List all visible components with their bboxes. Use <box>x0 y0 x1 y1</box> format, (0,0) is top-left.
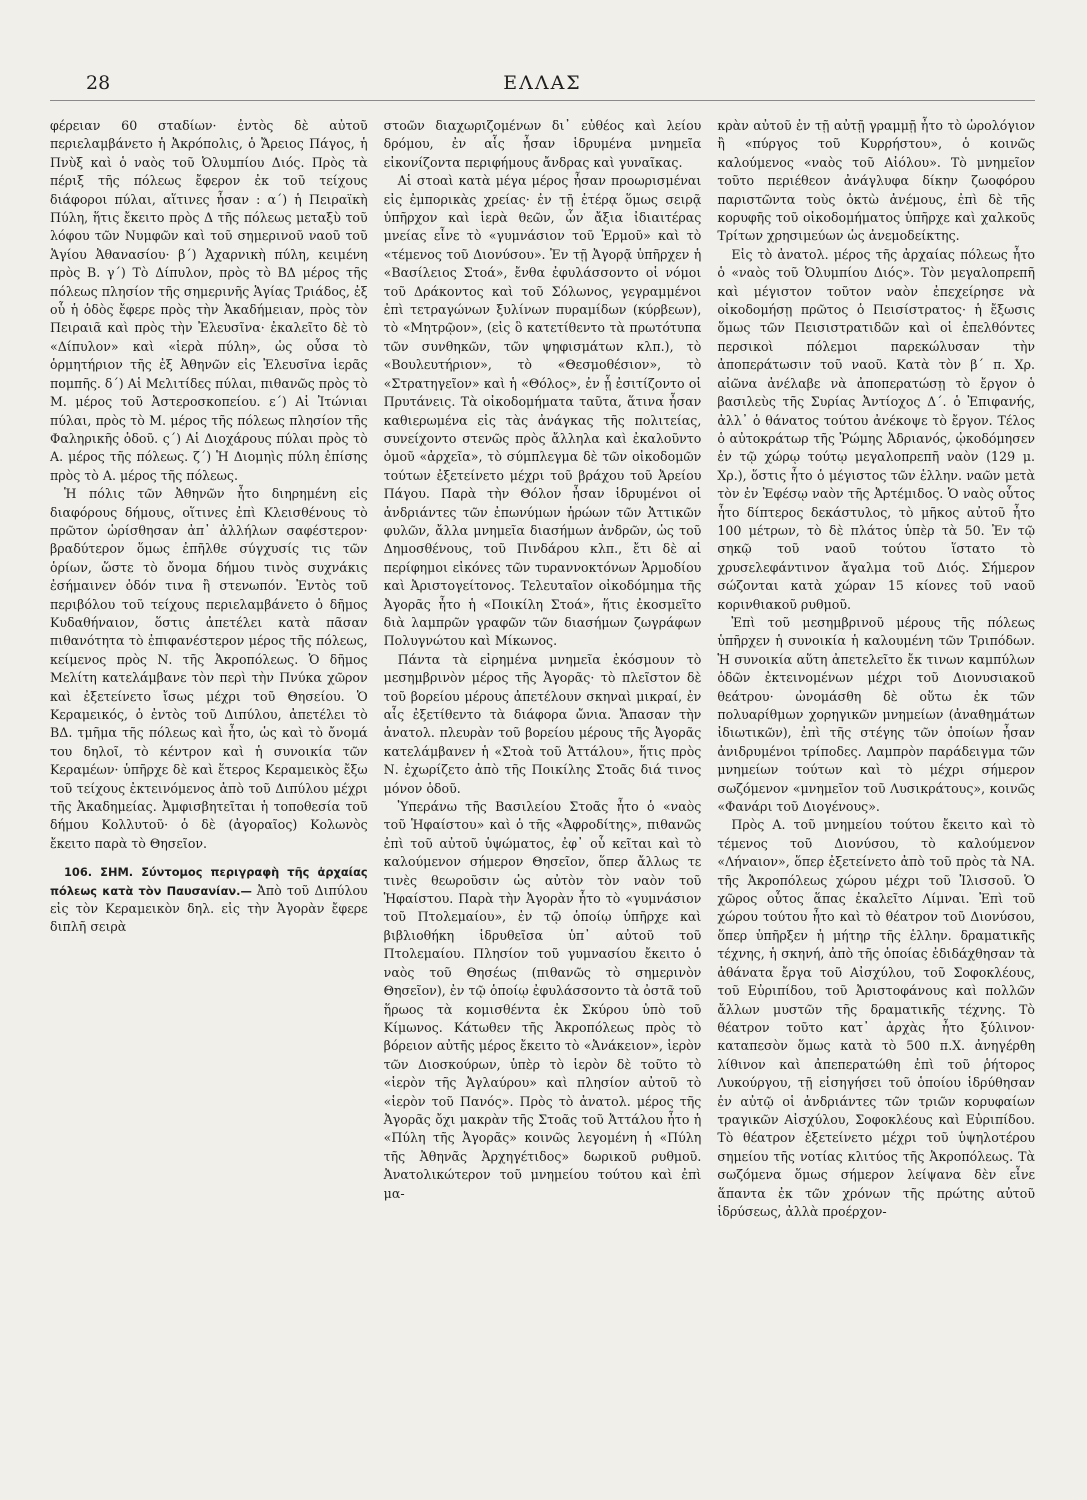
page-number: 28 <box>86 72 111 94</box>
paragraph: Ἡ πόλις τῶν Ἀθηνῶν ἦτο διηρημένη εἰς διαφόρους δήμους, οἵτινες ἐπὶ Κλεισθένους τὸ πρῶτον ὡρίσθησαν ἀπ᾽ ἀλλήλων σαφέστερον· βραδύτερον ὅμως ἐπῆλθε σύγχυσίς τις τῶν ὁρίων, ὥστε τὸ ὄνομα δήμου τινὸς συχνάκις ἐσήμαινεν ὁδόν τινα ἢ στενωπόν. Ἐντὸς τοῦ περιβόλου τοῦ τείχους περιελαμβάνετο ὁ δῆμος Κυδαθήναιον, ὅστις ἀπετέλει κατὰ πᾶσαν πιθανότητα τὸ ἐπιφανέστερον μέρος τῆς πόλεως, κείμενος πρὸς Ν. τῆς Ἀκροπόλεως. Ὁ δῆμος Μελίτη κατελάμβανε τὸν περὶ τὴν Πνύκα χῶρον καὶ ἐξετείνετο ἴσως μέχρι τοῦ Θησείου. Ὁ Κεραμεικός, ὁ ἐντὸς τοῦ Διπύλου, ἀπετέλει τὸ ΒΔ. τμῆμα τῆς πόλεως καὶ ἦτο, ὡς καὶ τὸ ὄνομά του δηλοῖ, τὸ κέντρον καὶ ἡ συνοικία τῶν Κεραμέων· ὑπῆρχε δὲ καὶ ἕτερος Κεραμεικὸς ἔξω τοῦ τείχους ἐκτεινόμενος ἀπὸ τοῦ Διπύλου μέχρι τῆς Ἀκαδημείας. Ἀμφισβητεῖται ἡ τοποθεσία τοῦ δήμου Κολλυτοῦ· ὁ δὲ (ἀγοραῖος) Κολωνὸς ἔκειτο παρὰ τὸ Θησεῖον. <box>50 486 368 851</box>
paragraph: φέρειαν 60 σταδίων· ἐντὸς δὲ αὐτοῦ περιελαμβάνετο ἡ Ἀκρόπολις, ὁ Ἄρειος Πάγος, ἡ Πνὺξ καὶ ὁ ναὸς τοῦ Ὀλυμπίου Διός. Πρὸς τὰ πέριξ τῆς πόλεως ἔφερον ἐκ τοῦ τείχους διάφοροι πύλαι, αἵτινες ἦσαν : α΄) ἡ Πειραϊκὴ Πύλη, ἥτις ἔκειτο πρὸς Δ τῆς πόλεως μεταξὺ τοῦ λόφου τῶν Νυμφῶν καὶ τοῦ σημερινοῦ ναοῦ τοῦ Ἁγίου Ἀθανασίου· β΄) Ἀχαρνικὴ πύλη, κειμένη πρὸς Β. γ΄) Τὸ Δίπυλον, πρὸς τὸ ΒΔ μέρος τῆς πόλεως πλησίον τῆς σημερινῆς Ἁγίας Τριάδος, ἐξ οὗ ἡ ὁδὸς ἔφερε πρὸς τὴν Ἀκαδήμειαν, πρὸς τὸν Πειραιᾶ καὶ πρὸς τὴν Ἐλευσῖνα· ἐκαλεῖτο δὲ τὸ «Δίπυλον» καὶ «ἱερὰ πύλη», ὡς οὖσα τὸ ὁρμητήριον τῆς ἐξ Ἀθηνῶν εἰς Ἐλευσῖνα ἱερᾶς πομπῆς. δ΄) Αἱ Μελιτίδες πύλαι, πιθανῶς πρὸς τὸ Μ. μέρος τοῦ Ἀστεροσκοπείου. ε΄) Αἱ Ἰτώνιαι πύλαι, πρὸς τὸ Μ. μέρος τῆς πόλεως πλησίον τῆς Φαληρικῆς ὁδοῦ. ς΄) Αἱ Διοχάρους πύλαι πρὸς τὸ Α. μέρος τῆς πόλεως. ζ΄) Ἡ Διομηὶς πύλη ἐπίσης πρὸς τὸ Α. μέρος τῆς πόλεως. <box>50 118 368 483</box>
paragraph: Πρὸς Α. τοῦ μνημείου τούτου ἔκειτο καὶ τὸ τέμενος τοῦ Διονύσου, τὸ καλούμενον «Λήναιον», ὅπερ ἐξετείνετο ἀπὸ τοῦ πρὸς τὰ ΝΑ. τῆς Ἀκροπόλεως χώρου μέχρι τοῦ Ἰλισσοῦ. Ὁ χῶρος οὗτος ἅπας ἐκαλεῖτο Λίμναι. Ἐπὶ τοῦ χώρου τούτου ἦτο καὶ τὸ θέατρον τοῦ Διονύσου, ὅπερ ὑπῆρξεν ἡ μήτηρ τῆς ἑλλην. δραματικῆς τέχνης, ἡ σκηνή, ἀπὸ τῆς ὁποίας ἐδιδάχθησαν τὰ ἀθάνατα ἔργα τοῦ Αἰσχύλου, τοῦ Σοφοκλέους, τοῦ Εὐριπίδου, τοῦ Ἀριστοφάνους καὶ πολλῶν ἄλλων μυστῶν τῆς δραματικῆς τέχνης. Τὸ θέατρον τοῦτο κατ᾽ ἀρχὰς ἦτο ξύλινον· καταπεσὸν ὅμως κατὰ τὸ 500 π.Χ. ἀνηγέρθη λίθινον καὶ ἀπεπερατώθη ἐπὶ τοῦ ῥήτορος Λυκούργου, τῇ εἰσηγήσει τοῦ ὁποίου ἱδρύθησαν ἐν αὐτῷ οἱ ἀνδριάντες τῶν τριῶν κορυφαίων τραγικῶν Αἰσχύλου, Σοφοκλέους καὶ Εὐριπίδου. Τὸ θέατρον ἐξετείνετο μέχρι τοῦ ὑψηλοτέρου σημείου τῆς νοτίας κλιτύος τῆς Ἀκροπόλεως. Τὰ σωζόμενα ὅμως σήμερον λείψανα δὲν εἶνε ἅπαντα ἐκ τῶν χρόνων τῆς πρώτης αὐτοῦ ἱδρύσεως, ἀλλὰ προέρχον- <box>717 817 1036 1219</box>
paragraph: Αἱ στοαὶ κατὰ μέγα μέρος ἦσαν προωρισμέναι εἰς ἐμπορικὰς χρείας· ἐν τῇ ἑτέρᾳ ὅμως σειρᾷ ὑπῆρχον καὶ ἱερὰ θεῶν, ὧν ἄξια ἰδιαιτέρας μνείας εἶνε τὸ «γυμνάσιον τοῦ Ἑρμοῦ» καὶ τὸ «τέμενος τοῦ Διονύσου». Ἐν τῇ Ἀγορᾷ ὑπῆρχεν ἡ «Βασίλειος Στοά», ἔνθα ἐφυλάσσοντο οἱ νόμοι τοῦ Δράκοντος καὶ τοῦ Σόλωνος, γεγραμμένοι ἐπὶ τετραγώνων ξυλίνων πυραμίδων (κύρβεων), τὸ «Μητρῷον», (εἰς ὃ κατετίθεντο τὰ πρωτότυπα τῶν συνθηκῶν, τῶν ψηφισμάτων κλπ.), τὸ «Βουλευτήριον», τὸ «Θεσμοθέσιον», τὸ «Στρατηγεῖον» καὶ ἡ «Θόλος», ἐν ᾗ ἐσιτίζοντο οἱ Πρυτάνεις. Τὰ οἰκοδομήματα ταῦτα, ἅτινα ἦσαν καθιερωμένα εἰς τὰς ἀνάγκας τῆς πολιτείας, συνείχοντο στενῶς πρὸς ἄλληλα καὶ ἐκαλοῦντο ὁμοῦ «ἀρχεῖα», τὸ σύμπλεγμα δὲ τῶν οἰκοδομῶν τούτων ἐξετείνετο μέχρι τοῦ βράχου τοῦ Ἀρείου Πάγου. Παρὰ τὴν Θόλον ἦσαν ἱδρυμένοι οἱ ἀνδριάντες τῶν ἐπωνύμων ἡρώων τῶν Ἀττικῶν φυλῶν, ἄλλα μνημεῖα διασήμων ἀνδρῶν, ὡς τοῦ Δημοσθένους, τοῦ Πινδάρου κλπ., ἔτι δὲ αἱ περίφημοι εἰκόνες τῶν τυραννοκτόνων Ἁρμοδίου καὶ Ἀριστογείτονος. Τελευταῖον οἰκοδόμημα τῆς Ἀγορᾶς ἦτο ἡ «Ποικίλη Στοά», ἥτις ἐκοσμεῖτο διὰ λαμπρῶν γραφῶν τῶν διασήμων ζωγράφων Πολυγνώτου καὶ Μίκωνος. <box>383 173 702 649</box>
section-heading: 106. ΣΗΜ. Σύντομος περιγραφὴ τῆς ἀρχαίας πόλεως κατὰ τὸν Παυσανίαν.— <box>50 865 368 898</box>
running-title: ΕΛΛΑΣ <box>503 72 582 94</box>
paragraph: στοῶν διαχωριζομένων δι᾽ εὐθέος καὶ λείου δρόμου, ἐν αἷς ἦσαν ἱδρυμένα μνημεῖα εἰκονίζοντα περιφήμους ἄνδρας καὶ γυναῖκας. <box>383 118 702 170</box>
column-1 <box>50 117 368 1221</box>
column-2 <box>384 117 702 1221</box>
column-3 <box>717 117 1035 1221</box>
section-note <box>50 863 368 937</box>
document-page <box>50 70 1035 1470</box>
paragraph: κρὰν αὐτοῦ ἐν τῇ αὐτῇ γραμμῇ ἦτο τὸ ὡρολόγιον ἢ «πύργος τοῦ Κυρρήστου», ὁ κοινῶς καλούμενος «ναὸς τοῦ Αἰόλου». Τὸ μνημεῖον τοῦτο περιέθεον ἀνάγλυφα δίκην ζωοφόρου παριστῶντα τοὺς ὀκτὼ ἀνέμους, ἐπὶ δὲ τῆς κορυφῆς τοῦ οἰκοδομήματος ὑπῆρχε καὶ χαλκοῦς Τρίτων χρησιμεύων ὡς ἀνεμοδείκτης. <box>717 118 1036 244</box>
paragraph: Εἰς τὸ ἀνατολ. μέρος τῆς ἀρχαίας πόλεως ἦτο ὁ «ναὸς τοῦ Ὀλυμπίου Διός». Τὸν μεγαλοπρεπῆ καὶ μέγιστον τοῦτον ναὸν ἐπεχείρησε νὰ οἰκοδομήσῃ πρῶτος ὁ Πεισίστρατος· ἡ ἔξωσις ὅμως τῶν Πεισιστρατιδῶν καὶ οἱ ἐπελθόντες περσικοὶ πόλεμοι παρεκώλυσαν τὴν ἀποπεράτωσιν τοῦ ναοῦ. Κατὰ τὸν β΄ π. Χρ. αἰῶνα ἀνέλαβε νὰ ἀποπερατώσῃ τὸ ἔργον ὁ βασιλεὺς τῆς Συρίας Ἀντίοχος Δ΄. ὁ Ἐπιφανής, ἀλλ᾽ ὁ θάνατος τούτου ἀνέκοψε τὸ ἔργον. Τέλος ὁ αὐτοκράτωρ τῆς Ῥώμης Ἀδριανός, ᾠκοδόμησεν ἐν τῷ χώρῳ τούτῳ μεγαλοπρεπῆ ναὸν (129 μ. Χρ.), ὅστις ἦτο ὁ μέγιστος τῶν ἑλλην. ναῶν μετὰ τὸν ἐν Ἐφέσῳ ναὸν τῆς Ἀρτέμιδος. Ὁ ναὸς οὗτος ἦτο δίπτερος δεκάστυλος, τὸ μῆκος αὐτοῦ ἦτο 100 μέτρων, τὸ δὲ πλάτος ὑπὲρ τὰ 50. Ἐν τῷ σηκῷ τοῦ ναοῦ τούτου ἵστατο τὸ χρυσελεφάντινον ἄγαλμα τοῦ Διός. Σήμερον σώζονται κατὰ χώραν 15 κίονες τοῦ ναοῦ κορινθιακοῦ ρυθμοῦ. <box>717 246 1036 612</box>
section-text: Ἀπὸ τοῦ Διπύλου εἰς τὸν Κεραμεικὸν δηλ. εἰς τὴν Ἀγορὰν ἔφερε διπλῆ σειρὰ <box>50 882 368 935</box>
paragraph: Ὑπεράνω τῆς Βασιλείου Στοᾶς ἦτο ὁ «ναὸς τοῦ Ἡφαίστου» καὶ ὁ τῆς «Ἀφροδίτης», πιθανῶς ἐπὶ τοῦ αὐτοῦ ὑψώματος, ἐφ᾽ οὗ κεῖται καὶ τὸ καλούμενον σήμερον Θησεῖον, ὅπερ ἄλλως τε τινὲς θεωροῦσιν ὡς αὐτὸν τὸν ναὸν τοῦ Ἡφαίστου. Παρὰ τὴν Ἀγορὰν ἦτο τὸ «γυμνάσιον τοῦ Πτολεμαίου», ἐν τῷ ὁποίῳ ὑπῆρχε καὶ βιβλιοθήκη ἱδρυθεῖσα ὑπ᾽ αὐτοῦ τοῦ Πτολεμαίου. Πλησίον τοῦ γυμνασίου ἔκειτο ὁ ναὸς τοῦ Θησέως (πιθανῶς τὸ σημερινὸν Θησεῖον), ἐν τῷ ὁποίῳ ἐφυλάσσοντο τὰ ὀστᾶ τοῦ ἥρωος τὰ κομισθέντα ἐκ Σκύρου ὑπὸ τοῦ Κίμωνος. Κάτωθεν τῆς Ἀκροπόλεως πρὸς τὸ βόρειον αὐτῆς μέρος ἔκειτο τὸ «Ἀνάκειον», ἱερὸν τῶν Διοσκούρων, ὑπὲρ τὸ ἱερὸν δὲ τοῦτο τὸ «ἱερὸν τῆς Ἀγλαύρου» καὶ πλησίον αὐτοῦ τὸ «ἱερὸν τοῦ Πανός». Πρὸς τὸ ἀνατολ. μέρος τῆς Ἀγορᾶς ὄχι μακρὰν τῆς Στοᾶς τοῦ Ἀττάλου ἦτο ἡ «Πύλη τῆς Ἀγορᾶς» κοινῶς λεγομένη ἡ «Πύλη τῆς Ἀθηνᾶς Ἀρχηγέτιδος» δωρικοῦ ρυθμοῦ. Ἀνατολικώτερον τοῦ μνημείου τούτου καὶ ἐπὶ μα- <box>383 799 702 1201</box>
paragraph: Πάντα τὰ εἰρημένα μνημεῖα ἐκόσμουν τὸ μεσημβρινὸν μέρος τῆς Ἀγορᾶς· τὸ πλεῖστον δὲ τοῦ βορείου μέρους ἀπετέλουν σκηναὶ μικραί, ἐν αἷς ἐξετίθεντο τὰ διάφορα ὤνια. Ἄπασαν τὴν ἀνατολ. πλευρὰν τοῦ βορείου μέρους τῆς Ἀγορᾶς κατελάμβανεν ἡ «Στοὰ τοῦ Ἀττάλου», ἥτις πρὸς Ν. ἐχωρίζετο ἀπὸ τῆς Ποικίλης Στοᾶς διά τινος μόνον ὁδοῦ. <box>383 651 702 796</box>
paragraph: Ἐπὶ τοῦ μεσημβρινοῦ μέρους τῆς πόλεως ὑπῆρχεν ἡ συνοικία ἡ καλουμένη τῶν Τριπόδων. Ἡ συνοικία αὕτη ἀπετελεῖτο ἔκ τινων καμπύλων ὁδῶν ἐκτεινομένων μέχρι τοῦ Διονυσιακοῦ θεάτρου· ὠνομάσθη δὲ οὕτω ἐκ τῶν πολυαρίθμων χορηγικῶν μνημείων (ἀναθημάτων ἰδιωτικῶν), ἐπὶ τῆς στέγης τῶν ὁποίων ἦσαν ἀνιδρυμένοι τρίποδες. Λαμπρὸν παράδειγμα τῶν μνημείων τούτων καὶ τὸ μέχρι σήμερον σωζόμενον «μνημεῖον τοῦ Λυσικράτους», κοινῶς «Φανάρι τοῦ Διογένους». <box>717 614 1036 815</box>
page-header <box>50 70 1035 101</box>
text-columns <box>50 117 1035 1221</box>
